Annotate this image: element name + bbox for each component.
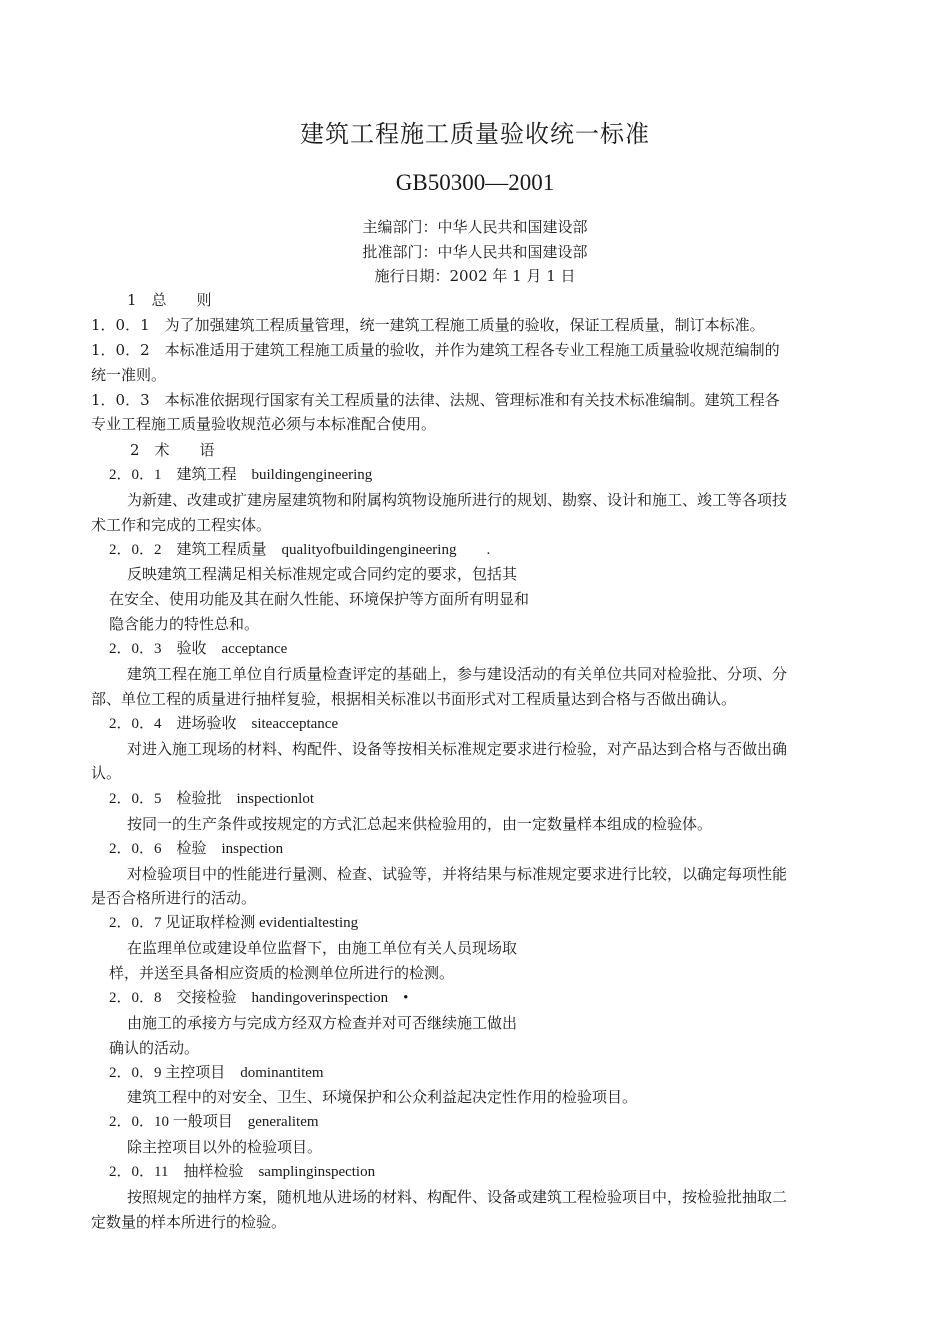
standard-code: GB50300—2001: [395, 170, 555, 195]
term-definition: 术工作和完成的工程实体。: [91, 516, 272, 534]
approval-department: 批准部门：中华人民共和国建设部: [362, 243, 588, 261]
clause-line: 统一准则。: [91, 366, 167, 384]
section-heading: 1 总 则: [127, 291, 212, 309]
term-definition: 是否合格所进行的活动。: [91, 889, 257, 907]
term-definition: 除主控项目以外的检验项目。: [127, 1138, 323, 1156]
section-heading: 2 术 语: [130, 441, 215, 459]
term-heading: 2．0．8 交接检验 handingoverinspection •: [109, 990, 409, 1006]
clause-line: 1．0．1 为了加强建筑工程质量管理，统一建筑工程施工质量的验收，保证工程质量，制订本标准。: [91, 316, 765, 334]
clause-line: 1．0．3 本标准依据现行国家有关工程质量的法律、法规、管理标准和有关技术标准编制。建筑工程各: [91, 391, 780, 409]
term-heading: 2．0．6 检验 inspection: [109, 841, 284, 857]
term-heading: 2．0．7 见证取样检测 evidentialtesting: [109, 915, 359, 931]
term-heading: 2．0．3 验收 acceptance: [109, 641, 288, 657]
term-definition: 确认的活动。: [109, 1039, 200, 1057]
term-definition: 在安全、使用功能及其在耐久性能、环境保护等方面所有明显和: [109, 590, 530, 608]
term-heading: 2．0．11 抽样检验 samplinginspection: [109, 1164, 376, 1180]
term-definition: 对进入施工现场的材料、构配件、设备等按相关标准规定要求进行检验，对产品达到合格与否做出确: [127, 740, 788, 758]
term-definition: 按同一的生产条件或按规定的方式汇总起来供检验用的，由一定数量样本组成的检验体。: [127, 815, 713, 833]
term-heading: 2．0．9 主控项目 dominantitem: [109, 1065, 324, 1081]
term-definition: 建筑工程在施工单位自行质量检查评定的基础上，参与建设活动的有关单位共同对检验批、分项、分: [127, 665, 788, 683]
term-heading: 2．0．1 建筑工程 buildingengineering: [109, 467, 373, 483]
term-heading: 2．0．4 进场验收 siteacceptance: [109, 716, 339, 732]
term-definition: 认。: [91, 764, 122, 782]
term-definition: 由施工的承接方与完成方经双方检查并对可否继续施工做出: [127, 1014, 518, 1032]
term-heading: 2．0．2 建筑工程质量 qualityofbuildingengineering .: [109, 542, 491, 558]
term-heading: 2．0．10 一般项目 generalitem: [109, 1114, 319, 1130]
term-definition: 在监理单位或建设单位监督下，由施工单位有关人员现场取: [127, 939, 518, 957]
term-definition: 按照规定的抽样方案，随机地从进场的材料、构配件、设备或建筑工程检验项目中，按检验批抽取二: [127, 1188, 788, 1206]
term-definition: 隐含能力的特性总和。: [109, 615, 260, 633]
effective-date: 施行日期：2002 年 1 月 1 日: [374, 267, 576, 285]
term-definition: 样，并送至具备相应资质的检测单位所进行的检测。: [109, 964, 455, 982]
term-definition: 建筑工程中的对安全、卫生、环境保护和公众利益起决定性作用的检验项目。: [127, 1088, 638, 1106]
editor-department: 主编部门：中华人民共和国建设部: [362, 218, 588, 236]
term-definition: 定数量的样本所进行的检验。: [91, 1213, 287, 1231]
clause-line: 专业工程施工质量验收规范必须与本标准配合使用。: [91, 415, 437, 433]
document-title: 建筑工程施工质量验收统一标准: [300, 120, 650, 148]
term-heading: 2．0．5 检验批 inspectionlot: [109, 791, 314, 807]
term-definition: 反映建筑工程满足相关标准规定或合同约定的要求，包括其: [127, 565, 518, 583]
term-definition: 为新建、改建或扩建房屋建筑物和附属构筑物设施所进行的规划、勘察、设计和施工、竣工等各项技: [127, 491, 788, 509]
clause-line: 1．0．2 本标准适用于建筑工程施工质量的验收，并作为建筑工程各专业工程施工质量验收规范编制的: [91, 341, 780, 359]
term-definition: 部、单位工程的质量进行抽样复验，根据相关标准以书面形式对工程质量达到合格与否做出确认。: [91, 690, 737, 708]
term-definition: 对检验项目中的性能进行量测、检查、试验等，并将结果与标准规定要求进行比较，以确定每项性能: [127, 865, 788, 883]
